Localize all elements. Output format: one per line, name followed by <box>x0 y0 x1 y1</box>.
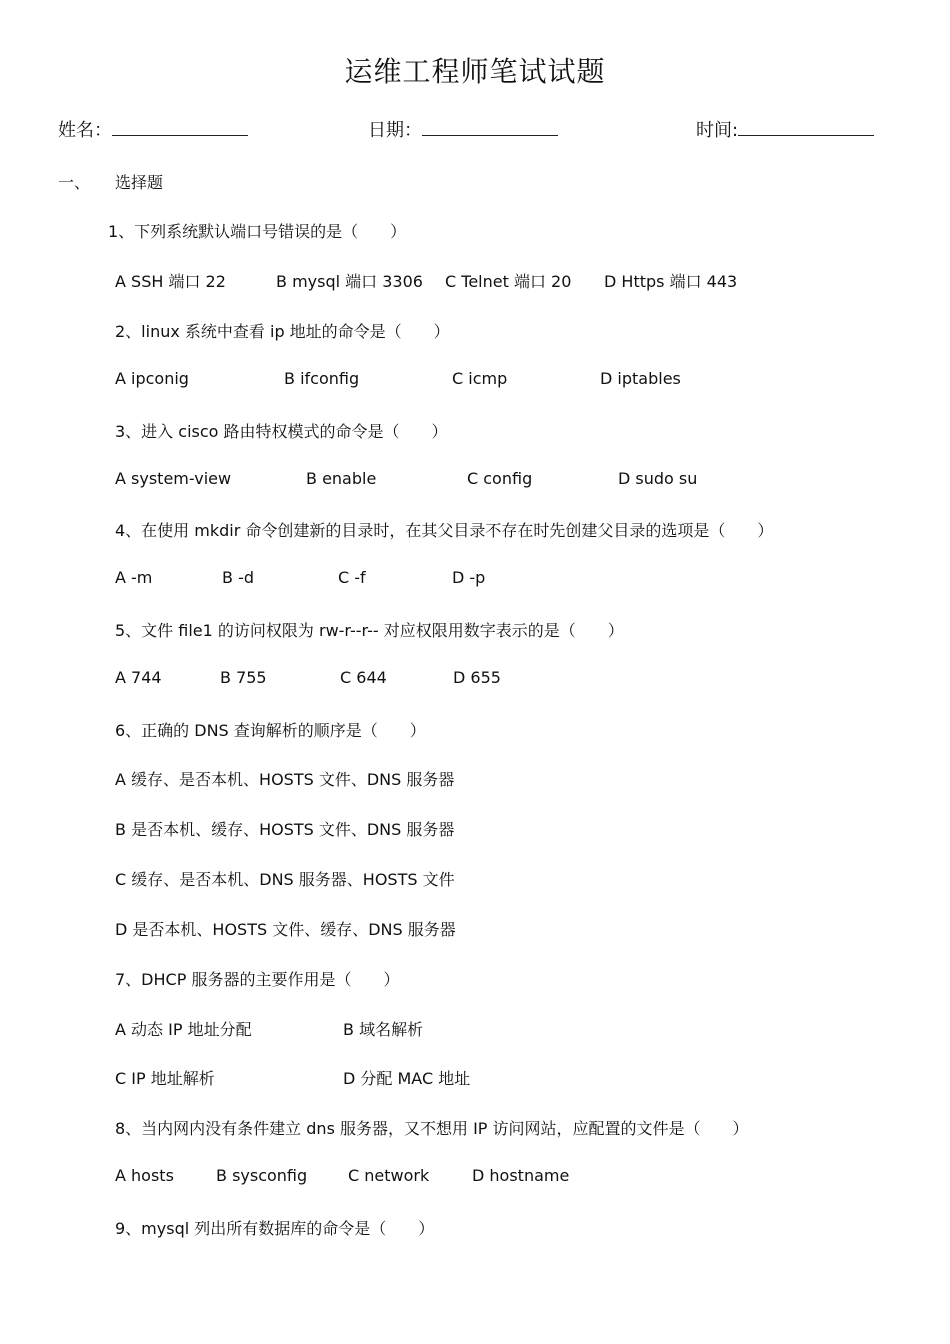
question-4: 4、在使用 mkdir 命令创建新的目录时，在其父目录不存在时先创建父目录的选项是（ ） <box>115 521 774 540</box>
q5-option-d[interactable]: D 655 <box>453 668 501 687</box>
question-1: 1、下列系统默认端口号错误的是（ ） <box>108 222 407 241</box>
date-blank[interactable] <box>422 119 558 136</box>
time-blank[interactable] <box>738 119 874 136</box>
name-label: 姓名： <box>58 120 112 141</box>
section-title: 选择题 <box>115 173 164 192</box>
question-8: 8、当内网内没有条件建立 dns 服务器，又不想用 IP 访问网站，应配置的文件是（ ） <box>115 1119 749 1138</box>
q5-option-c[interactable]: C 644 <box>340 668 387 687</box>
q3-option-b[interactable]: B enable <box>306 469 377 488</box>
time-field[interactable] <box>696 116 874 142</box>
q4-option-a[interactable]: A -m <box>115 568 153 587</box>
q7-option-b[interactable]: B 域名解析 <box>343 1020 424 1039</box>
q3-option-a[interactable]: A system-view <box>115 469 232 488</box>
q4-option-d[interactable]: D -p <box>452 568 486 587</box>
question-5: 5、文件 file1 的访问权限为 rw-r--r-- 对应权限用数字表示的是（ ） <box>115 621 624 640</box>
q1-option-b[interactable]: B mysql 端口 3306 <box>276 272 423 291</box>
question-9: 9、mysql 列出所有数据库的命令是（ ） <box>115 1219 435 1238</box>
q1-option-a[interactable]: A SSH 端口 22 <box>115 272 226 291</box>
page-title: 运维工程师笔试试题 <box>344 55 606 88</box>
q4-option-c[interactable]: C -f <box>338 568 366 587</box>
q6-option-a[interactable]: A 缓存、是否本机、HOSTS 文件、DNS 服务器 <box>115 770 455 789</box>
section-number: 一、 <box>58 173 91 192</box>
q2-option-c[interactable]: C icmp <box>452 369 508 388</box>
question-6: 6、正确的 DNS 查询解析的顺序是（ ） <box>115 721 426 740</box>
q4-option-b[interactable]: B -d <box>222 568 254 587</box>
q1-option-c[interactable]: C Telnet 端口 20 <box>445 272 572 291</box>
q3-option-d[interactable]: D sudo su <box>618 469 698 488</box>
question-7: 7、DHCP 服务器的主要作用是（ ） <box>115 970 400 989</box>
q1-option-d[interactable]: D Https 端口 443 <box>604 272 738 291</box>
q6-option-b[interactable]: B 是否本机、缓存、HOSTS 文件、DNS 服务器 <box>115 820 455 839</box>
name-blank[interactable] <box>112 119 248 136</box>
q7-option-c[interactable]: C IP 地址解析 <box>115 1069 215 1088</box>
question-3: 3、进入 cisco 路由特权模式的命令是（ ） <box>115 422 448 441</box>
q8-option-b[interactable]: B sysconfig <box>216 1166 308 1185</box>
q2-option-b[interactable]: B ifconfig <box>284 369 360 388</box>
q6-option-d[interactable]: D 是否本机、HOSTS 文件、缓存、DNS 服务器 <box>115 920 456 939</box>
q7-option-a[interactable]: A 动态 IP 地址分配 <box>115 1020 252 1039</box>
q3-option-c[interactable]: C config <box>467 469 533 488</box>
name-field[interactable] <box>58 116 248 142</box>
q5-option-a[interactable]: A 744 <box>115 668 162 687</box>
q8-option-d[interactable]: D hostname <box>472 1166 570 1185</box>
q5-option-b[interactable]: B 755 <box>220 668 267 687</box>
q8-option-a[interactable]: A hosts <box>115 1166 174 1185</box>
q7-option-d[interactable]: D 分配 MAC 地址 <box>343 1069 471 1088</box>
q8-option-c[interactable]: C network <box>348 1166 430 1185</box>
date-field[interactable] <box>368 116 558 142</box>
q6-option-c[interactable]: C 缓存、是否本机、DNS 服务器、HOSTS 文件 <box>115 870 455 889</box>
time-label: 时间: <box>696 120 739 141</box>
date-label: 日期： <box>368 120 422 141</box>
question-2: 2、linux 系统中查看 ip 地址的命令是（ ） <box>115 322 450 341</box>
q2-option-a[interactable]: A ipconig <box>115 369 189 388</box>
q2-option-d[interactable]: D iptables <box>600 369 681 388</box>
